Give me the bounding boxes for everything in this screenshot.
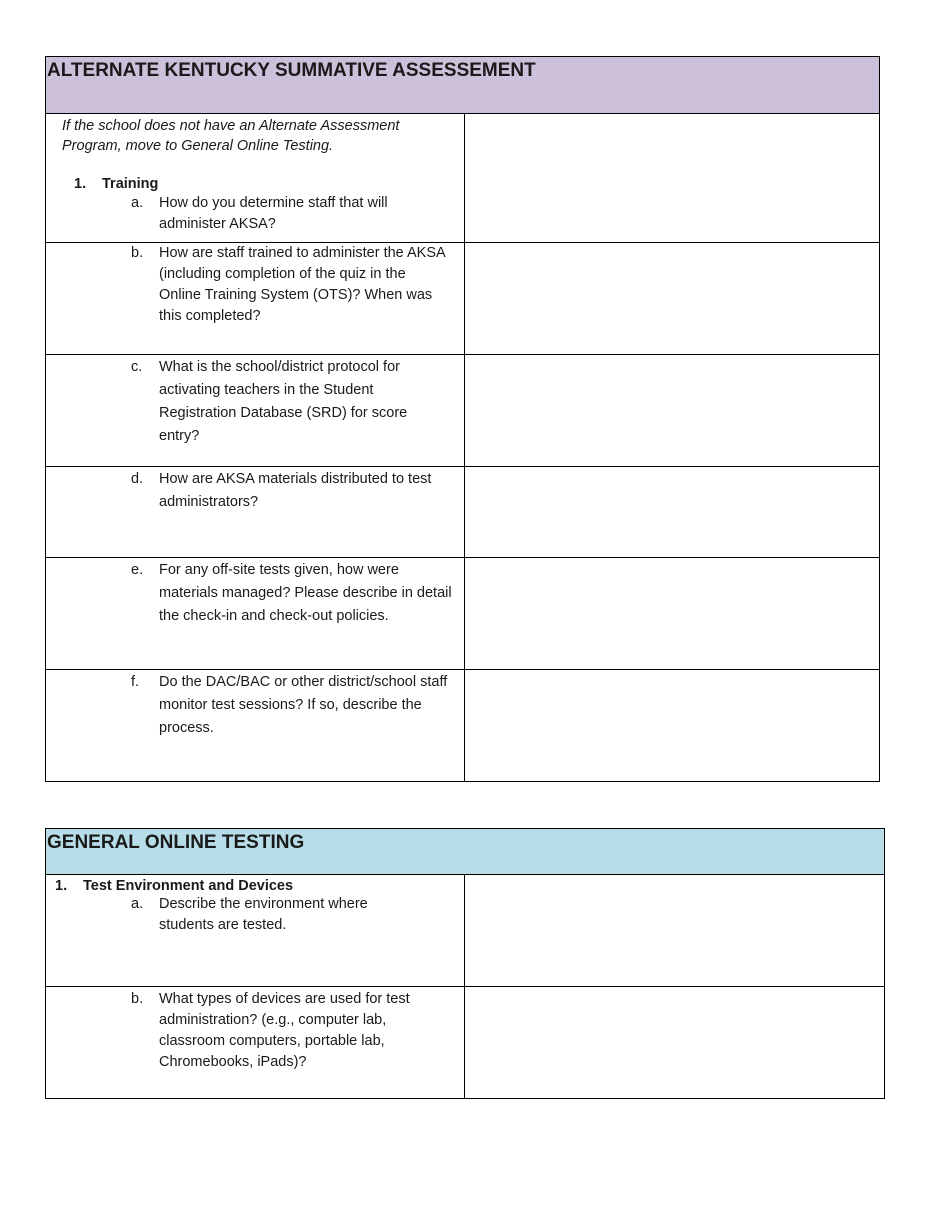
- question-a: [131, 193, 421, 235]
- aksa-question-e-cell: [46, 558, 465, 670]
- question-d: [131, 468, 441, 514]
- answer-field-a[interactable]: [465, 875, 885, 987]
- question-label: d.: [131, 471, 144, 487]
- aksa-question-f-cell: [46, 670, 465, 782]
- aksa-question-d-cell: [46, 467, 465, 558]
- question-text: How are AKSA materials distributed to test administrators?: [159, 471, 432, 510]
- section-title: Test Environment and Devices: [83, 878, 294, 894]
- answer-field-e[interactable]: [465, 558, 880, 670]
- question-label: f.: [131, 674, 140, 690]
- section-number: 1.: [55, 878, 68, 894]
- section-title: Training: [102, 176, 159, 192]
- question-a: [131, 894, 421, 936]
- question-label: b.: [131, 245, 144, 261]
- question-text: How are staff trained to administer the AKSA (including completion of the quiz in the Online Training System (OTS)? When was this completed?: [159, 245, 445, 324]
- online-question-b-cell: [46, 987, 465, 1099]
- answer-field-f[interactable]: [465, 670, 880, 782]
- aksa-question-a-cell: [46, 114, 465, 243]
- question-f: [131, 671, 451, 740]
- answer-field-c[interactable]: [465, 355, 880, 467]
- question-e: [131, 559, 456, 628]
- question-label: c.: [131, 359, 143, 375]
- question-label: a.: [131, 896, 144, 912]
- online-title: GENERAL ONLINE TESTING: [46, 829, 885, 875]
- question-c: [131, 356, 441, 448]
- question-label: e.: [131, 562, 144, 578]
- answer-field-b[interactable]: [465, 987, 885, 1099]
- aksa-title: ALTERNATE KENTUCKY SUMMATIVE ASSESSEMENT: [46, 57, 880, 114]
- aksa-question-c-cell: [46, 355, 465, 467]
- section-number: 1.: [74, 176, 87, 192]
- question-text: What is the school/district protocol for activating teachers in the Student Registration Database (SRD) for score entry?: [159, 359, 408, 444]
- answer-field-d[interactable]: [465, 467, 880, 558]
- question-b: [131, 243, 449, 327]
- question-b: [131, 989, 441, 1073]
- question-text: For any off-site tests given, how were materials managed? Please describe in detail the check-in and check-out policies.: [159, 562, 452, 624]
- question-text: What types of devices are used for test administration? (e.g., computer lab, classroom computers, portable lab, Chromebooks, iPads)?: [159, 991, 410, 1070]
- answer-field-a[interactable]: [465, 114, 880, 243]
- online-section-heading: [55, 878, 464, 894]
- question-text: How do you determine staff that will administer AKSA?: [159, 195, 388, 232]
- online-testing-table: [45, 828, 885, 1099]
- online-question-a-cell: [46, 875, 465, 987]
- question-label: a.: [131, 195, 144, 211]
- aksa-table: [45, 56, 880, 782]
- aksa-question-b-cell: [46, 243, 465, 355]
- aksa-note: If the school does not have an Alternate Assessment Program, move to General Online Testing.: [62, 118, 400, 154]
- aksa-section-heading: [74, 176, 464, 192]
- question-text: Do the DAC/BAC or other district/school staff monitor test sessions? If so, describe the process.: [159, 674, 448, 736]
- question-label: b.: [131, 991, 144, 1007]
- answer-field-b[interactable]: [465, 243, 880, 355]
- question-text: Describe the environment where students are tested.: [159, 896, 368, 933]
